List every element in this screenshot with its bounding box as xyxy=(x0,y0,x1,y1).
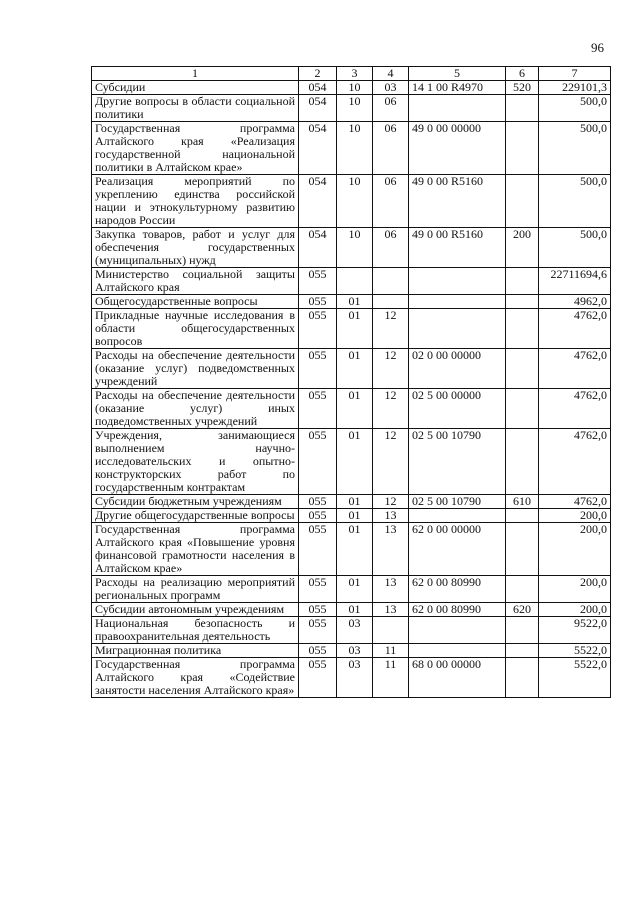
target-article-cell xyxy=(409,309,506,349)
section-code-cell: 03 xyxy=(337,617,373,644)
table-row xyxy=(92,495,611,509)
expense-type-cell xyxy=(506,576,539,603)
target-article-cell: 02 5 00 10790 xyxy=(409,495,506,509)
table-row xyxy=(92,429,611,495)
target-article-cell: 02 5 00 00000 xyxy=(409,389,506,429)
subsection-code-cell: 12 xyxy=(373,389,409,429)
row-name-cell: Миграционная политика xyxy=(92,644,299,658)
expense-type-cell xyxy=(506,295,539,309)
section-code-cell: 01 xyxy=(337,309,373,349)
expense-type-cell xyxy=(506,617,539,644)
table-header-row xyxy=(92,67,611,81)
row-name-cell: Учреждения, занимающиеся выполнением научно-исследовательских и опытно-конструкторских работ по государственным контрактам xyxy=(92,429,299,495)
row-name-cell: Расходы на обеспечение деятельности (оказание услуг) иных подведомственных учреждений xyxy=(92,389,299,429)
budget-table-body xyxy=(92,67,611,698)
expense-type-cell: 520 xyxy=(506,81,539,95)
amount-cell: 4762,0 xyxy=(539,309,611,349)
section-code-cell: 10 xyxy=(337,81,373,95)
row-name-cell: Другие вопросы в области социальной политики xyxy=(92,95,299,122)
ministry-code-cell: 055 xyxy=(299,658,337,698)
expense-type-cell xyxy=(506,95,539,122)
ministry-code-cell: 055 xyxy=(299,495,337,509)
section-code-cell: 01 xyxy=(337,576,373,603)
ministry-code-cell: 055 xyxy=(299,295,337,309)
ministry-code-cell: 055 xyxy=(299,389,337,429)
section-code-cell: 01 xyxy=(337,349,373,389)
row-name-cell: Закупка товаров, работ и услуг для обеспечения государственных (муниципальных) нужд xyxy=(92,228,299,268)
amount-cell: 229101,3 xyxy=(539,81,611,95)
target-article-cell xyxy=(409,644,506,658)
table-row xyxy=(92,349,611,389)
ministry-code-cell: 054 xyxy=(299,81,337,95)
row-name-cell: Расходы на обеспечение деятельности (оказание услуг) подведомственных учреждений xyxy=(92,349,299,389)
ministry-code-cell: 055 xyxy=(299,309,337,349)
ministry-code-cell: 054 xyxy=(299,122,337,175)
section-code-cell: 10 xyxy=(337,95,373,122)
expense-type-cell xyxy=(506,349,539,389)
page-number: 96 xyxy=(591,40,604,55)
header-cell: 5 xyxy=(409,67,506,81)
section-code-cell: 01 xyxy=(337,389,373,429)
ministry-code-cell: 055 xyxy=(299,644,337,658)
amount-cell: 200,0 xyxy=(539,603,611,617)
amount-cell: 500,0 xyxy=(539,122,611,175)
subsection-code-cell: 06 xyxy=(373,95,409,122)
amount-cell: 4962,0 xyxy=(539,295,611,309)
ministry-code-cell: 055 xyxy=(299,429,337,495)
amount-cell: 500,0 xyxy=(539,95,611,122)
target-article-cell xyxy=(409,295,506,309)
expense-type-cell: 620 xyxy=(506,603,539,617)
row-name-cell: Министерство социальной защиты Алтайского края xyxy=(92,268,299,295)
ministry-code-cell: 054 xyxy=(299,228,337,268)
section-code-cell: 01 xyxy=(337,295,373,309)
target-article-cell: 14 1 00 R4970 xyxy=(409,81,506,95)
amount-cell: 4762,0 xyxy=(539,495,611,509)
expense-type-cell: 200 xyxy=(506,228,539,268)
subsection-code-cell: 12 xyxy=(373,349,409,389)
target-article-cell: 62 0 00 80990 xyxy=(409,576,506,603)
amount-cell: 22711694,6 xyxy=(539,268,611,295)
expense-type-cell xyxy=(506,523,539,576)
target-article-cell xyxy=(409,268,506,295)
expense-type-cell xyxy=(506,268,539,295)
target-article-cell: 02 5 00 10790 xyxy=(409,429,506,495)
table-row xyxy=(92,523,611,576)
section-code-cell: 01 xyxy=(337,603,373,617)
section-code-cell: 10 xyxy=(337,175,373,228)
amount-cell: 200,0 xyxy=(539,523,611,576)
target-article-cell xyxy=(409,509,506,523)
row-name-cell: Расходы на реализацию мероприятий региональных программ xyxy=(92,576,299,603)
section-code-cell: 01 xyxy=(337,429,373,495)
subsection-code-cell: 13 xyxy=(373,523,409,576)
subsection-code-cell: 13 xyxy=(373,603,409,617)
row-name-cell: Национальная безопасность и правоохранительная деятельность xyxy=(92,617,299,644)
expense-type-cell xyxy=(506,309,539,349)
table-row xyxy=(92,309,611,349)
target-article-cell: 49 0 00 00000 xyxy=(409,122,506,175)
table-row xyxy=(92,122,611,175)
subsection-code-cell: 06 xyxy=(373,175,409,228)
subsection-code-cell xyxy=(373,617,409,644)
subsection-code-cell: 12 xyxy=(373,495,409,509)
subsection-code-cell: 06 xyxy=(373,122,409,175)
expense-type-cell xyxy=(506,122,539,175)
ministry-code-cell: 055 xyxy=(299,603,337,617)
header-cell: 2 xyxy=(299,67,337,81)
budget-table xyxy=(91,66,611,698)
subsection-code-cell: 13 xyxy=(373,576,409,603)
header-cell: 3 xyxy=(337,67,373,81)
target-article-cell: 49 0 00 R5160 xyxy=(409,175,506,228)
table-row xyxy=(92,175,611,228)
expense-type-cell xyxy=(506,175,539,228)
expense-type-cell xyxy=(506,389,539,429)
table-row xyxy=(92,576,611,603)
target-article-cell: 62 0 00 80990 xyxy=(409,603,506,617)
section-code-cell xyxy=(337,268,373,295)
ministry-code-cell: 055 xyxy=(299,576,337,603)
ministry-code-cell: 054 xyxy=(299,95,337,122)
expense-type-cell xyxy=(506,509,539,523)
row-name-cell: Субсидии автономным учреждениям xyxy=(92,603,299,617)
amount-cell: 5522,0 xyxy=(539,658,611,698)
header-cell: 4 xyxy=(373,67,409,81)
row-name-cell: Государственная программа Алтайского края «Содействие занятости населения Алтайского края» xyxy=(92,658,299,698)
expense-type-cell: 610 xyxy=(506,495,539,509)
header-cell: 1 xyxy=(92,67,299,81)
expense-type-cell xyxy=(506,644,539,658)
subsection-code-cell: 13 xyxy=(373,509,409,523)
table-row xyxy=(92,81,611,95)
table-row xyxy=(92,295,611,309)
table-row xyxy=(92,228,611,268)
section-code-cell: 01 xyxy=(337,509,373,523)
subsection-code-cell xyxy=(373,295,409,309)
section-code-cell: 01 xyxy=(337,495,373,509)
ministry-code-cell: 055 xyxy=(299,349,337,389)
amount-cell: 500,0 xyxy=(539,228,611,268)
expense-type-cell xyxy=(506,429,539,495)
section-code-cell: 01 xyxy=(337,523,373,576)
subsection-code-cell: 03 xyxy=(373,81,409,95)
amount-cell: 5522,0 xyxy=(539,644,611,658)
target-article-cell xyxy=(409,95,506,122)
target-article-cell: 02 0 00 00000 xyxy=(409,349,506,389)
subsection-code-cell: 12 xyxy=(373,429,409,495)
expense-type-cell xyxy=(506,658,539,698)
row-name-cell: Прикладные научные исследования в области общегосударственных вопросов xyxy=(92,309,299,349)
row-name-cell: Государственная программа Алтайского края «Реализация государственной национальной политики в Алтайском крае» xyxy=(92,122,299,175)
table-row xyxy=(92,644,611,658)
table-row xyxy=(92,509,611,523)
amount-cell: 500,0 xyxy=(539,175,611,228)
target-article-cell xyxy=(409,617,506,644)
target-article-cell: 49 0 00 R5160 xyxy=(409,228,506,268)
header-cell: 7 xyxy=(539,67,611,81)
amount-cell: 200,0 xyxy=(539,509,611,523)
section-code-cell: 10 xyxy=(337,228,373,268)
table-row xyxy=(92,268,611,295)
subsection-code-cell: 06 xyxy=(373,228,409,268)
section-code-cell: 10 xyxy=(337,122,373,175)
row-name-cell: Субсидии бюджетным учреждениям xyxy=(92,495,299,509)
ministry-code-cell: 055 xyxy=(299,523,337,576)
subsection-code-cell: 12 xyxy=(373,309,409,349)
target-article-cell: 62 0 00 00000 xyxy=(409,523,506,576)
table-row xyxy=(92,389,611,429)
amount-cell: 4762,0 xyxy=(539,429,611,495)
header-cell: 6 xyxy=(506,67,539,81)
ministry-code-cell: 055 xyxy=(299,617,337,644)
ministry-code-cell: 055 xyxy=(299,509,337,523)
target-article-cell: 68 0 00 00000 xyxy=(409,658,506,698)
section-code-cell: 03 xyxy=(337,644,373,658)
amount-cell: 4762,0 xyxy=(539,389,611,429)
subsection-code-cell: 11 xyxy=(373,658,409,698)
ministry-code-cell: 055 xyxy=(299,268,337,295)
ministry-code-cell: 054 xyxy=(299,175,337,228)
table-row xyxy=(92,617,611,644)
section-code-cell: 03 xyxy=(337,658,373,698)
row-name-cell: Государственная программа Алтайского края «Повышение уровня финансовой грамотности населения в Алтайском крае» xyxy=(92,523,299,576)
amount-cell: 4762,0 xyxy=(539,349,611,389)
amount-cell: 200,0 xyxy=(539,576,611,603)
table-row xyxy=(92,95,611,122)
row-name-cell: Реализация мероприятий по укреплению единства российской нации и этнокультурному развитию народов России xyxy=(92,175,299,228)
row-name-cell: Субсидии xyxy=(92,81,299,95)
table-row xyxy=(92,603,611,617)
row-name-cell: Общегосударственные вопросы xyxy=(92,295,299,309)
row-name-cell: Другие общегосударственные вопросы xyxy=(92,509,299,523)
amount-cell: 9522,0 xyxy=(539,617,611,644)
table-row xyxy=(92,658,611,698)
subsection-code-cell xyxy=(373,268,409,295)
subsection-code-cell: 11 xyxy=(373,644,409,658)
